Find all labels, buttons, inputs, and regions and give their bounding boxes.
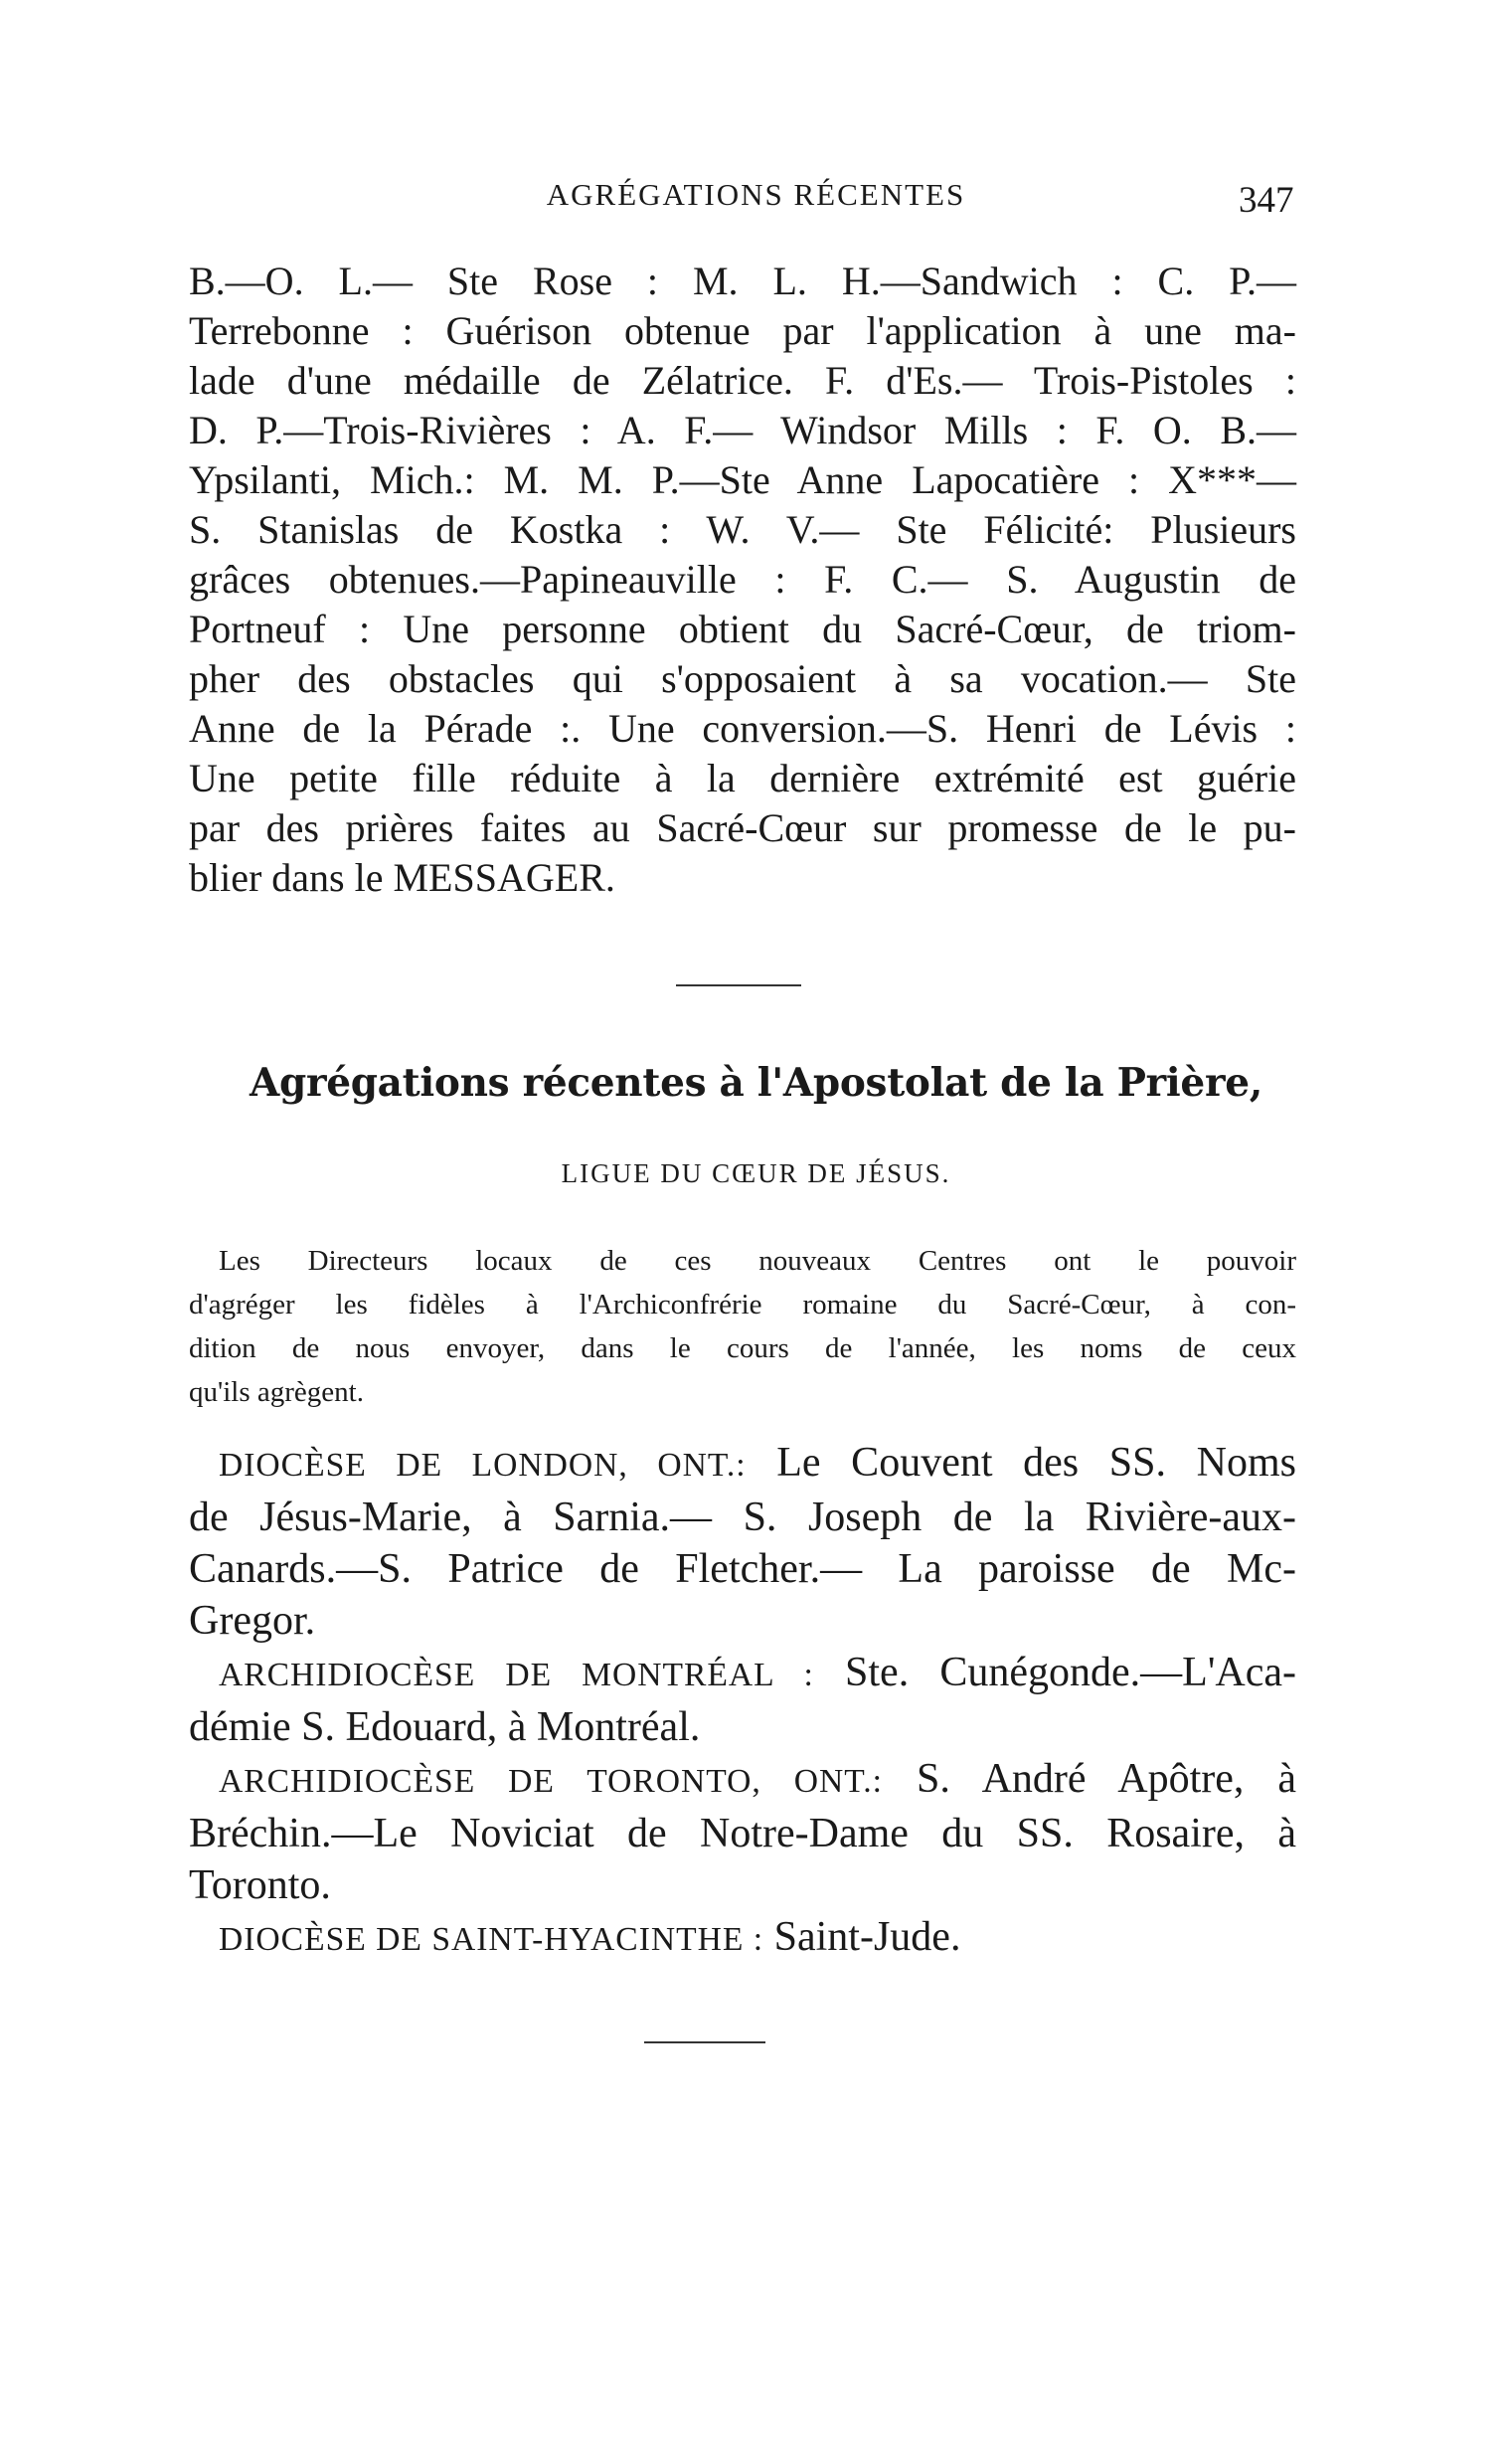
entry-text: S. André Apôtre, à [917, 1756, 1297, 1802]
diocese-name: DIOCÈSE DE LONDON, ONT.: [219, 1447, 747, 1484]
entry-text: Le Couvent des SS. Noms [776, 1440, 1297, 1486]
diocese-entry-toronto [189, 1753, 1296, 1808]
text-line: par des prières faites au Sacré-Cœur sur promesse de le pu- [189, 805, 1296, 850]
text-line: lade d'une médaille de Zélatrice. F. d'Es.— Trois-Pistoles : [189, 358, 1296, 403]
text-line: S. Stanislas de Kostka : W. V.— Ste Félicité: Plusieurs [189, 507, 1296, 552]
text-line: Ypsilanti, Mich.: M. M. P.—Ste Anne Lapocatière : X***— [189, 457, 1296, 502]
entry-text: Ste. Cunégonde.—L'Aca- [845, 1650, 1296, 1695]
text-line: Bréchin.—Le Noviciat de Notre-Dame du SS. Rosaire, à [189, 1811, 1296, 1856]
diocese-list [189, 1437, 1296, 1966]
text-line: de Jésus-Marie, à Sarnia.— S. Joseph de la Rivière-aux- [189, 1495, 1296, 1540]
diocese-entry-london [189, 1437, 1296, 1492]
intro-note [189, 1239, 1296, 1414]
entry-text: Saint-Jude. [773, 1914, 961, 1960]
text-line: Canards.—S. Patrice de Fletcher.— La paroisse de Mc- [189, 1546, 1296, 1592]
diocese-entry-montreal [189, 1647, 1296, 1701]
section-subtitle: LIGUE DU CŒUR DE JÉSUS. [561, 1158, 951, 1188]
section-divider [676, 984, 801, 986]
diocese-name: DIOCÈSE DE SAINT-HYACINTHE : [219, 1921, 764, 1958]
text-line: Terrebonne : Guérison obtenue par l'application à une ma- [189, 308, 1296, 353]
text-line: Toronto. [189, 1862, 331, 1908]
diocese-name: ARCHIDIOCÈSE DE TORONTO, ONT.: [219, 1763, 883, 1800]
note-line: dition de nous envoyer, dans le cours de l'année, les noms de ceux [189, 1332, 1296, 1364]
text-line: pher des obstacles qui s'opposaient à sa vocation.— Ste [189, 656, 1296, 701]
text-line: D. P.—Trois-Rivières : A. F.— Windsor Mills : F. O. B.— [189, 408, 1296, 452]
diocese-name: ARCHIDIOCÈSE DE MONTRÉAL : [219, 1657, 814, 1693]
end-divider [644, 2041, 765, 2043]
running-head: AGRÉGATIONS RÉCENTES [546, 177, 966, 212]
note-line: Les Directeurs locaux de ces nouveaux Centres ont le pouvoir [219, 1245, 1296, 1277]
section-title: Agrégations récentes à l'Apostolat de la Prière, [250, 1060, 1262, 1106]
text-line: Gregor. [189, 1598, 316, 1644]
text-line: Une petite fille réduite à la dernière extrémité est guérie [189, 756, 1296, 800]
text-line: blier dans le MESSAGER. [189, 855, 615, 900]
diocese-entry-saint-hyacinthe [189, 1911, 1296, 1966]
text-line: Anne de la Pérade :. Une conversion.—S. Henri de Lévis : [189, 706, 1296, 751]
note-line: qu'ils agrègent. [189, 1376, 364, 1408]
text-line: Portneuf : Une personne obtient du Sacré-Cœur, de triom- [189, 607, 1296, 651]
favours-paragraph [189, 257, 1296, 903]
text-line: grâces obtenues.—Papineauville : F. C.— S. Augustin de [189, 557, 1296, 602]
page-number: 347 [1239, 180, 1294, 221]
text-line: démie S. Edouard, à Montréal. [189, 1704, 701, 1750]
note-line: d'agréger les fidèles à l'Archiconfrérie romaine du Sacré-Cœur, à con- [189, 1289, 1296, 1320]
text-line: B.—O. L.— Ste Rose : M. L. H.—Sandwich : C. P.— [189, 259, 1296, 303]
